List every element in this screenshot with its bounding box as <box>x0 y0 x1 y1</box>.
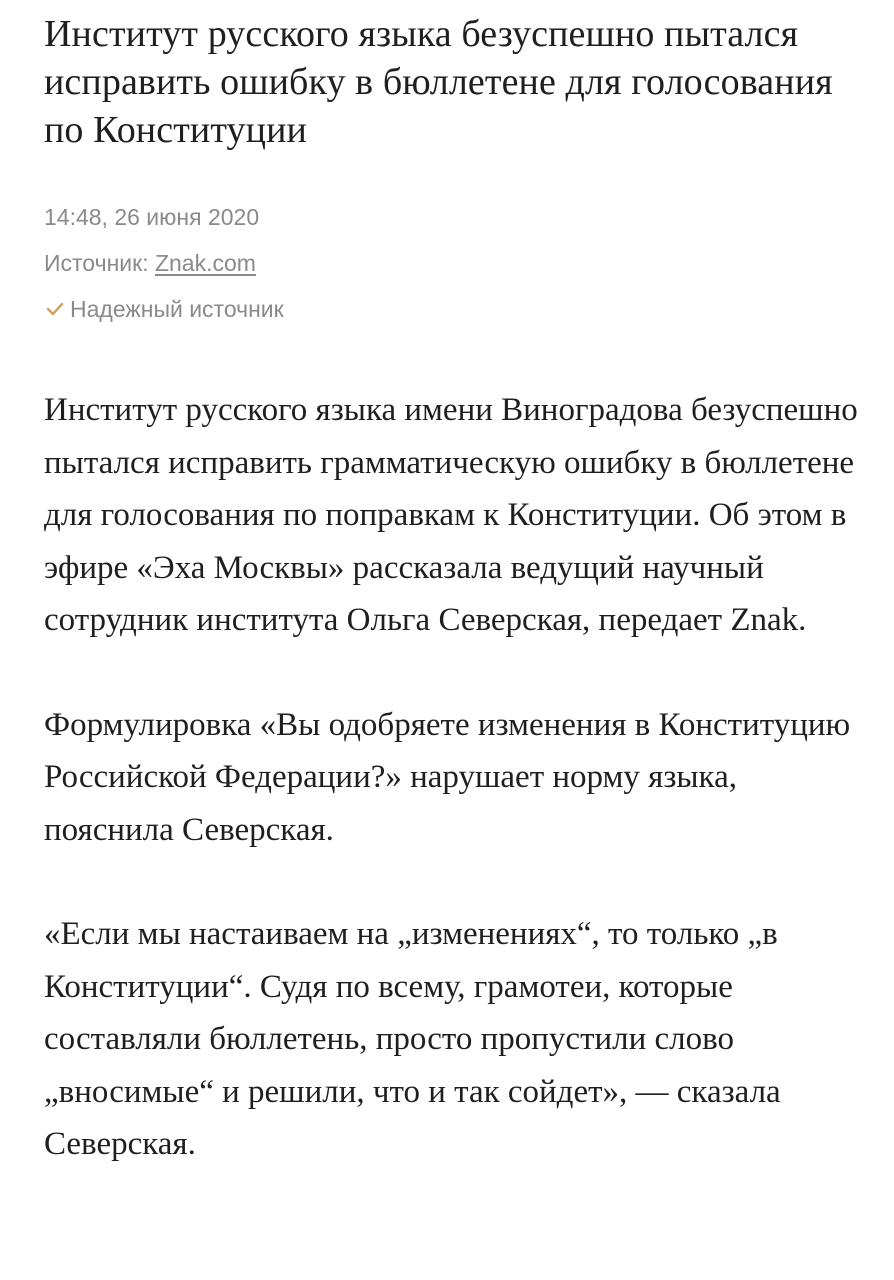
article-title: Институт русского языка безуспешно пытался исправить ошибку в бюллетене для голосования по Конституции <box>44 13 833 151</box>
trusted-source-badge <box>44 286 874 332</box>
source-link[interactable]: Znak.com <box>154 250 256 276</box>
article-paragraph: Институт русского языка имени Виноградова безуспешно пытался исправить грамматическую ошибку в бюллетене для голосования по поправкам к Конституции. Об этом в эфире «Эха Москвы» рассказала ведущий научный сотрудник института Ольга Северская, передает Znak. <box>44 392 858 638</box>
article-body <box>44 384 874 1171</box>
source-prefix: Источник: <box>44 250 155 276</box>
trusted-source-label: Надежный источник <box>70 296 284 322</box>
article <box>44 0 874 1171</box>
article-paragraph: «Если мы настаиваем на „изменениях“, то только „в Конституции“. Судя по всему, грамотеи, которые составляли бюллетень, просто пропустили слово „вносимые“ и решили, что и так сойдет», — сказала Северская. <box>44 916 781 1162</box>
check-icon <box>44 298 66 320</box>
publish-datetime: 14:48, 26 июня 2020 <box>44 204 260 230</box>
source-line <box>44 240 874 286</box>
article-paragraph: Формулировка «Вы одобряете изменения в Конституцию Российской Федерации?» нарушает норму языка, пояснила Северская. <box>44 706 851 848</box>
article-meta <box>44 194 874 332</box>
